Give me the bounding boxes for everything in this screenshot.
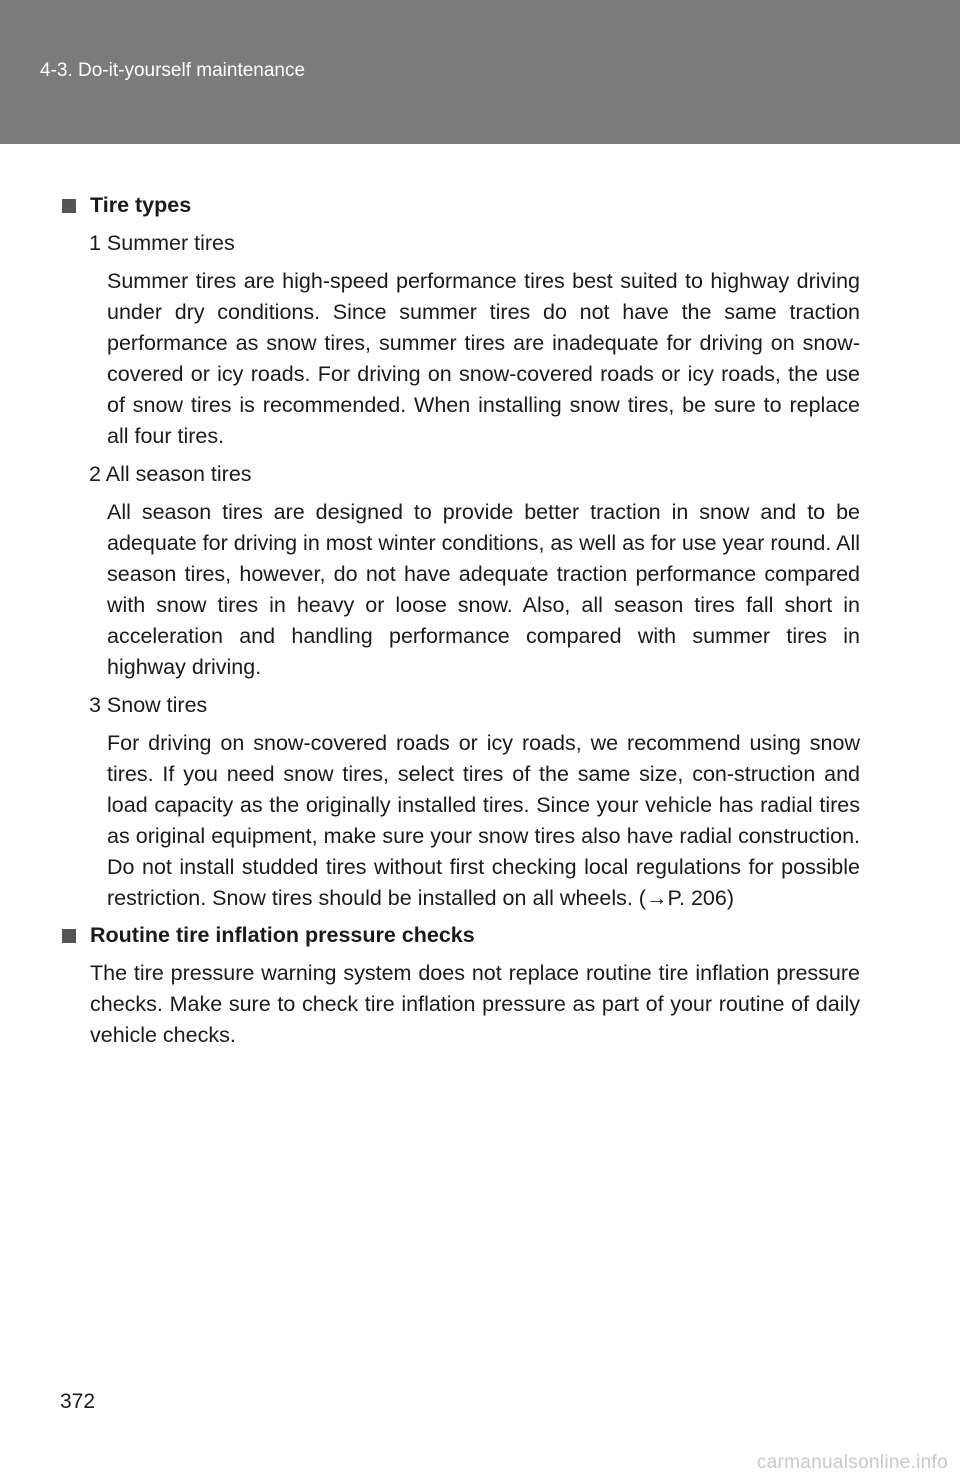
section-heading-text: Routine tire inflation pressure checks bbox=[90, 923, 475, 947]
item-body-all-season-tires: All season tires are designed to provide better traction in snow and to be adequate for driving in most winter conditions, as well as for use year round. All season tires, however, do not have adequate traction performance compared with snow tires in heavy or loose snow. Also, all season tires fall short in acceleration and handling performance compared with summer tires in highway driving. bbox=[107, 500, 860, 679]
item-body-snow-tires: For driving on snow-covered roads or icy roads, we recommend using snow tires. If you need snow tires, select tires of the same size, con-struction and load capacity as the originally installed tires. Since your vehicle has radial tires as original equipment, make sure your snow tires also have radial construction. Do not install studded tires without first checking local regulations for possible restriction. Snow tires should be installed on all wheels. (→P. 206) bbox=[107, 731, 860, 910]
chapter-title: 4-3. Do-it-yourself maintenance bbox=[40, 60, 306, 81]
page-header bbox=[0, 0, 960, 144]
page-number: 372 bbox=[60, 1390, 96, 1413]
section-heading-tire-types bbox=[60, 190, 860, 221]
page-content bbox=[60, 184, 860, 1051]
item-label-summer-tires: 1 Summer tires bbox=[89, 231, 235, 255]
square-bullet-icon bbox=[62, 929, 76, 943]
item-body-summer-tires: Summer tires are high-speed performance tires best suited to highway driving under dry conditions. Since summer tires do not have the same traction performance as snow tires, summer tires are inadequate for driving on snow-covered or icy roads. For driving on snow-covered roads or icy roads, the use of snow tires is recommended. When installing snow tires, be sure to replace all four tires. bbox=[107, 269, 860, 448]
item-label-all-season-tires: 2 All season tires bbox=[89, 462, 252, 486]
section-heading-pressure-checks bbox=[60, 920, 860, 951]
section-heading-text: Tire types bbox=[90, 193, 192, 217]
square-bullet-icon bbox=[62, 199, 76, 213]
watermark: carmanualsonline.info bbox=[756, 1452, 948, 1473]
section-body-pressure-checks: The tire pressure warning system does not replace routine tire inflation pressure checks. Make sure to check tire inflation pressure as part of your routine of daily vehicle checks. bbox=[90, 961, 860, 1047]
item-label-snow-tires: 3 Snow tires bbox=[89, 693, 208, 717]
